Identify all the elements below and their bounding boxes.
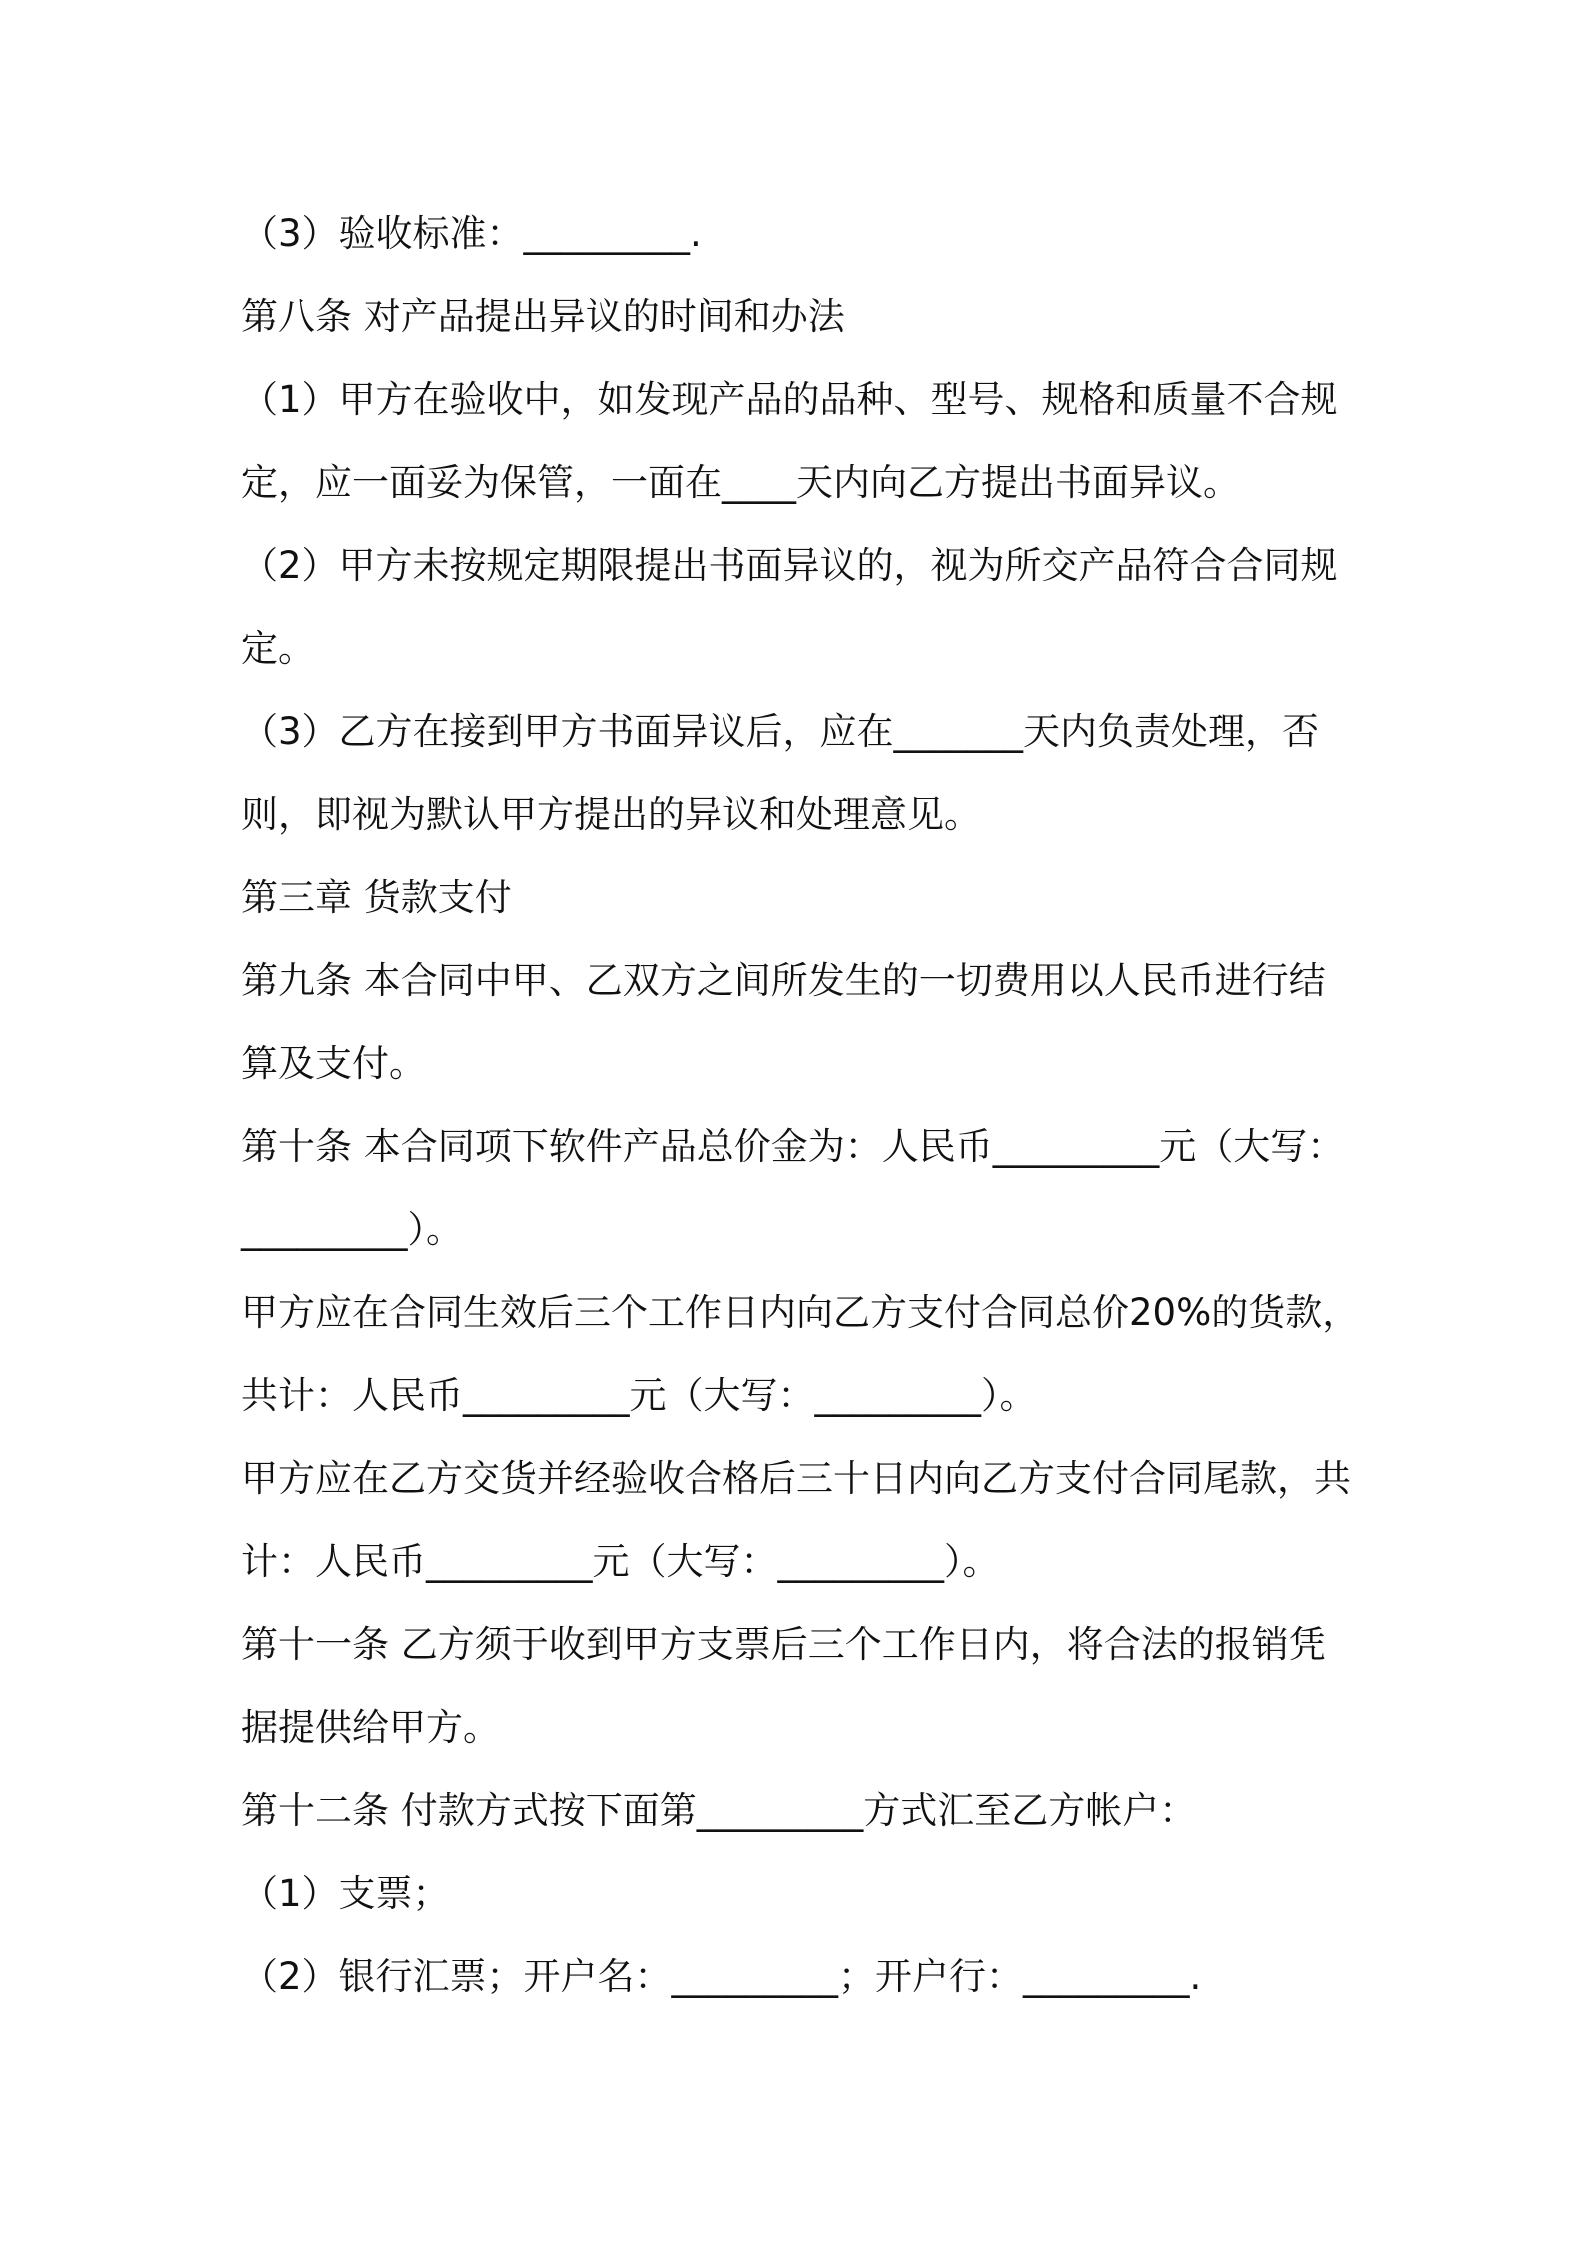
advance-payment-clause: 甲方应在合同生效后三个工作日内向乙方支付合同总价20%的货款，共计：人民币_________元（大写：_________）。	[241, 1291, 1360, 1417]
article-9: 第九条 本合同中甲、乙双方之间所发生的一切费用以人民币进行结算及支付。	[241, 959, 1326, 1085]
document-body	[241, 192, 1361, 2018]
article-10: 第十条 本合同项下软件产品总价金为：人民币_________元（大写：_________）。	[241, 1125, 1345, 1251]
article-8-clause-3: （3）乙方在接到甲方书面异议后，应在_______天内负责处理，否则，即视为默认甲方提出的异议和处理意见。	[241, 710, 1320, 836]
article-11: 第十一条 乙方须于收到甲方支票后三个工作日内，将合法的报销凭据提供给甲方。	[241, 1623, 1326, 1749]
acceptance-standard-line: （3）验收标准：_________.	[241, 212, 702, 255]
payment-option-check: （1）支票；	[241, 1872, 450, 1915]
article-8-heading: 第八条 对产品提出异议的时间和办法	[241, 295, 845, 338]
article-8-clause-2: （2）甲方未按规定期限提出书面异议的，视为所交产品符合合同规定。	[241, 544, 1338, 670]
article-12: 第十二条 付款方式按下面第_________方式汇至乙方帐户：	[241, 1789, 1197, 1832]
final-payment-clause: 甲方应在乙方交货并经验收合格后三十日内向乙方支付合同尾款，共计：人民币_________元（大写：_________）。	[241, 1457, 1351, 1583]
chapter-3-heading: 第三章 货款支付	[241, 876, 512, 919]
article-8-clause-1: （1）甲方在验收中，如发现产品的品种、型号、规格和质量不合规定，应一面妥为保管，一面在____天内向乙方提出书面异议。	[241, 378, 1338, 504]
payment-option-bank-draft: （2）银行汇票；开户名：_________；开户行：_________.	[241, 1955, 1202, 1998]
